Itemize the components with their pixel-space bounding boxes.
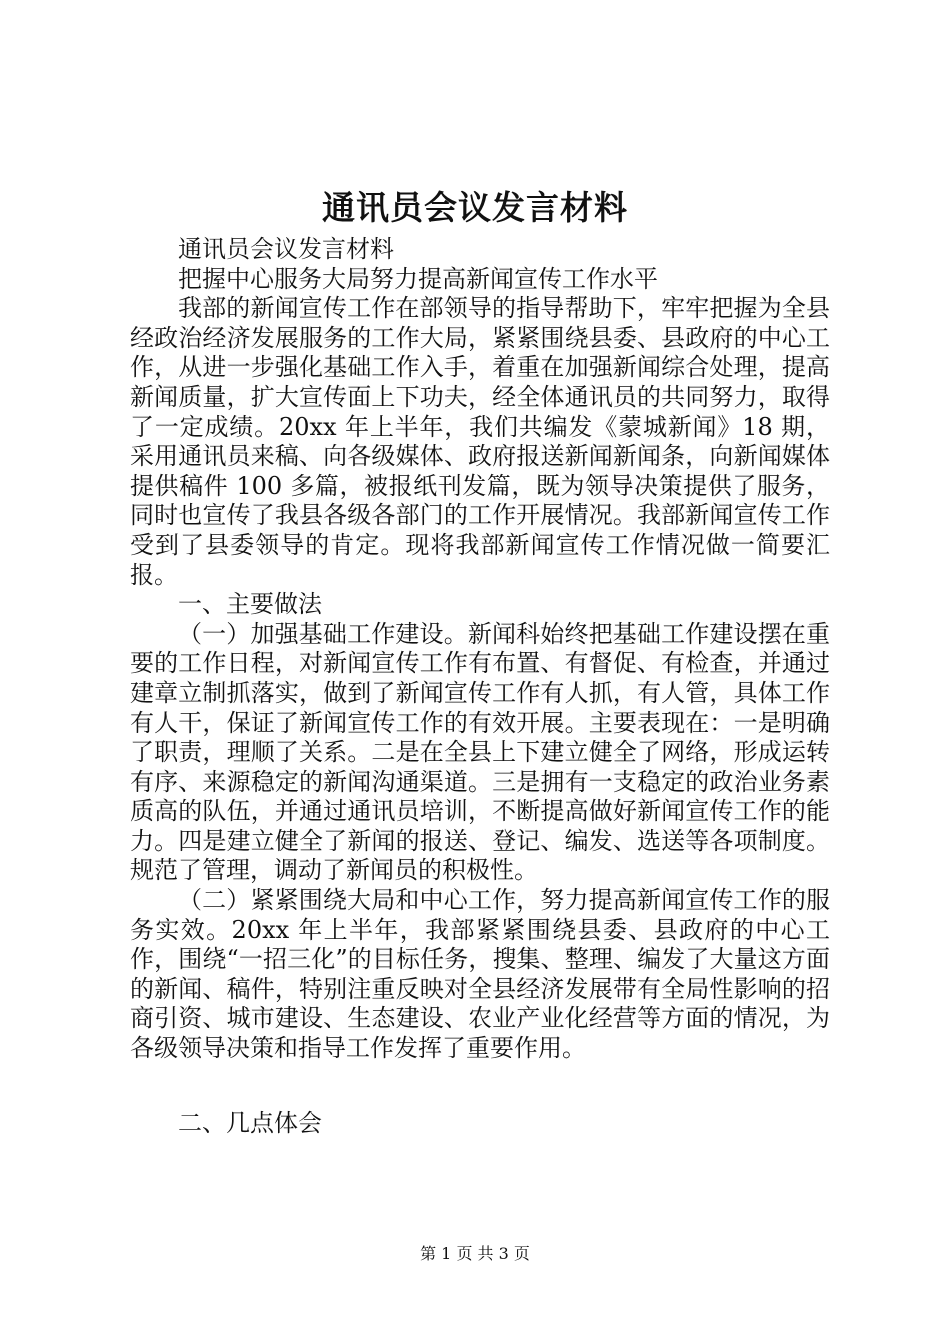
paragraph-subtitle: 通讯员会议发言材料 [178, 235, 394, 263]
paragraph-method-two: （二）紧紧围绕大局和中心工作，努力提高新闻宣传工作的服务实效。20xx 年上半年，我部紧紧围绕县委、县政府的中心工作，围绕“一招三化”的目标任务，搜集、整理、编发了大量这方面的新闻、稿件，特别注重反映对全县经济发展带有全局性影响的招商引资、城市建设、生态建设、农业产业化经营等方面的情况，为各级领导决策和指导工作发挥了重要作用。 [130, 886, 830, 1063]
section-heading-experiences: 二、几点体会 [178, 1108, 322, 1137]
paragraph-method-one: （一）加强基础工作建设。新闻科始终把基础工作建设摆在重要的工作日程，对新闻宣传工作有布置、有督促、有检查，并通过建章立制抓落实，做到了新闻宣传工作有人抓，有人管，具体工作有人干，保证了新闻宣传工作的有效开展。主要表现在：一是明确了职责，理顺了关系。二是在全县上下建立健全了网络，形成运转有序、来源稳定的新闻沟通渠道。三是拥有一支稳定的政治业务素质高的队伍，并通过通讯员培训，不断提高做好新闻宣传工作的能力。四是建立健全了新闻的报送、登记、编发、选送等各项制度。规范了管理，调动了新闻员的积极性。 [130, 619, 830, 885]
paragraph-intro: 我部的新闻宣传工作在部领导的指导帮助下，牢牢把握为全县经政治经济发展服务的工作大局，紧紧围绕县委、县政府的中心工作，从进一步强化基础工作入手，着重在加强新闻综合处理，提高新闻质量，扩大宣传面上下功夫，经全体通讯员的共同努力，取得了一定成绩。20xx 年上半年，我们共编发《蒙城新闻》18 期，采用通讯员来稿、向各级媒体、政府报送新闻新闻条，向新闻媒体提供稿件 100 多篇，被报纸刊发篇，既为领导决策提供了服务，同时也宣传了我县各级各部门的工作开展情况。我部新闻宣传工作受到了县委领导的肯定。现将我部新闻宣传工作情况做一简要汇报。 [130, 294, 830, 589]
page-number-footer: 第 1 页 共 3 页 [420, 1244, 530, 1263]
document-title: 通讯员会议发言材料 [322, 188, 628, 227]
document-body [130, 235, 830, 1138]
paragraph-heading-theme: 把握中心服务大局努力提高新闻宣传工作水平 [178, 264, 658, 293]
section-heading-main-methods: 一、主要做法 [178, 590, 322, 619]
